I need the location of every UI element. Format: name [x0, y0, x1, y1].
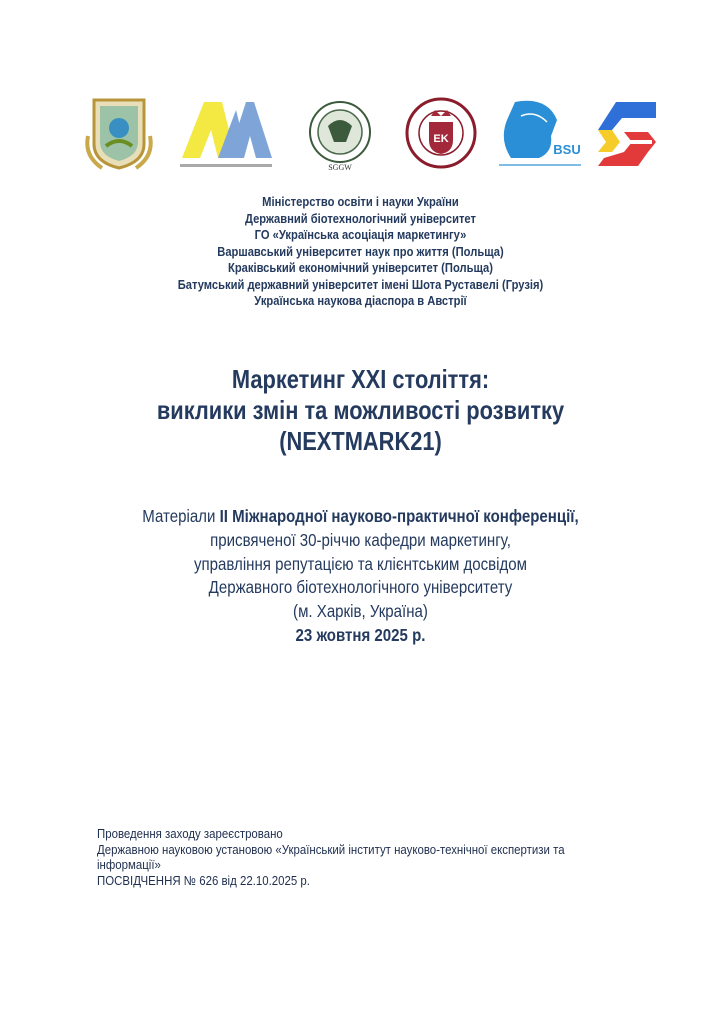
organizers-list [0, 194, 721, 310]
svg-text:EK: EK [433, 133, 449, 145]
registration-line: інформації» [97, 857, 161, 872]
registration-line: Державною науковою установою «Український інститут науково-технічної експертизи та [97, 841, 565, 857]
sggw-logo [294, 96, 387, 172]
materials-line: (м. Харків, Україна) [293, 601, 428, 622]
materials-line: управління репутацією та клієнтським досвідом [193, 553, 528, 574]
organizer-line: Варшавський університет наук про життя (Польща) [217, 243, 504, 259]
registration-note [97, 826, 657, 888]
uam-logo [178, 96, 273, 172]
registration-certificate: ПОСВІДЧЕННЯ № 626 від 22.10.2025 р. [97, 872, 310, 888]
svg-text:SGGW: SGGW [328, 163, 352, 172]
title-line: виклики змін та можливості розвитку [156, 395, 565, 425]
diaspora-austria-logo [594, 96, 658, 172]
uek-logo [400, 96, 483, 172]
organizer-line: Краківський економічний університет (Польща) [228, 260, 493, 275]
conference-name: II Міжнародної науково-практичної конференції, [219, 506, 579, 526]
organizer-line: Міністерство освіти і науки України [262, 194, 459, 209]
dbtu-logo [82, 96, 156, 172]
materials-line: Державного біотехнологічного університету [208, 577, 513, 598]
title-line: (NEXTMARK21) [279, 426, 442, 456]
bsu-logo [495, 96, 585, 172]
svg-text:BSU: BSU [553, 142, 581, 157]
organizer-line: Батумський державний університет імені Шота Руставелі (Грузія) [177, 276, 544, 292]
organizer-line: Державний біотехнологічний університет [244, 210, 476, 226]
organizer-line: Українська наукова діаспора в Австрії [254, 293, 467, 308]
conference-date: 23 жовтня 2025 р. [295, 624, 426, 645]
title-line: Маркетинг XXI століття: [231, 364, 490, 394]
registration-line: Проведення заходу зареєстровано [97, 826, 283, 841]
materials-description [0, 505, 721, 648]
materials-heading: Матеріали II Міжнародної науково-практичної конференції, [142, 506, 579, 526]
materials-line: присвяченої 30-річчю кафедри маркетингу, [210, 529, 511, 550]
organizer-line: ГО «Українська асоціація маркетингу» [254, 227, 467, 242]
conference-title [0, 364, 721, 457]
